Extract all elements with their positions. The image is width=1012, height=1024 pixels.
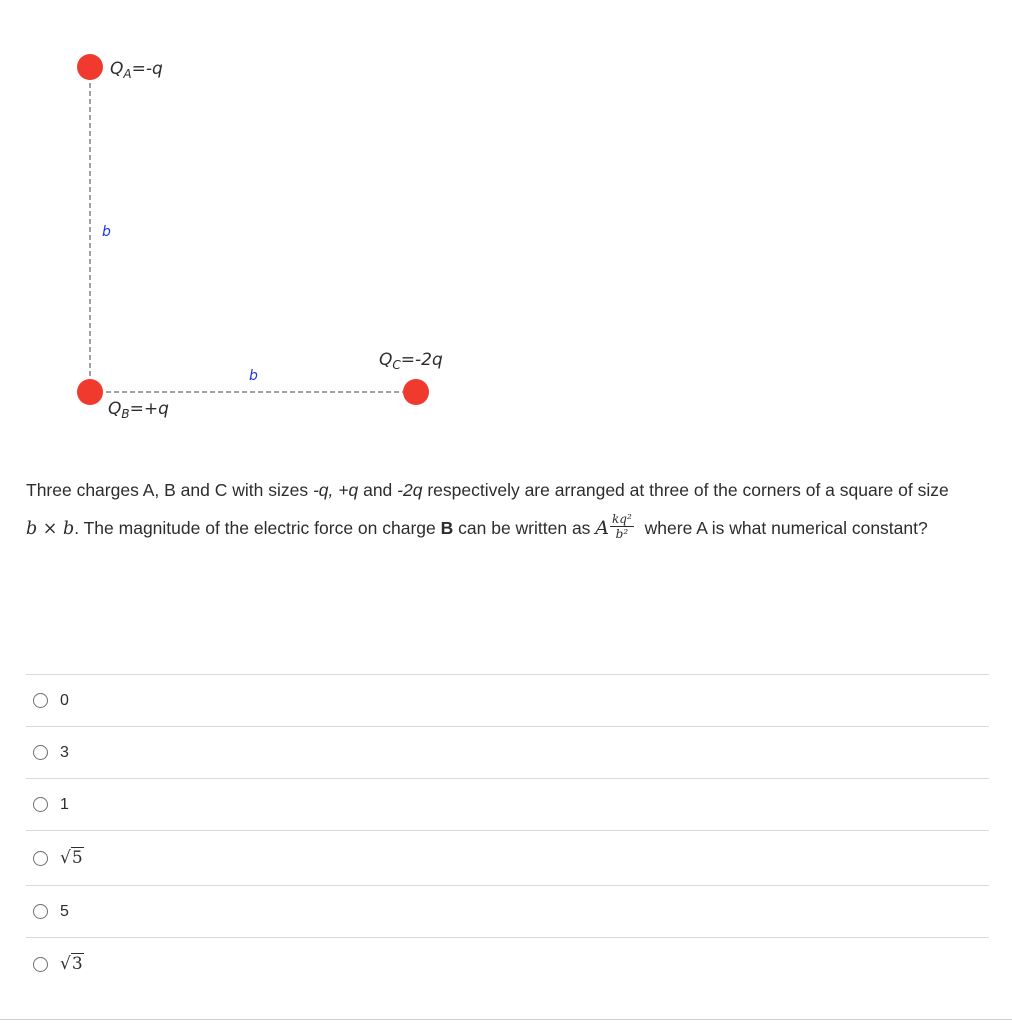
question-text: Three charges A, B and C with sizes -q, +q and -2q respectively are arranged at three of the corners of a square of size b × b. The magnitude of the electric force on charge B can be written as A $\frac{\text{kq²}}{\text{b²}}$ where A is what numerical constant? xyxy=(26,480,949,542)
option-1[interactable] xyxy=(26,779,989,831)
option-label: 0 xyxy=(60,691,69,709)
bottom-divider xyxy=(0,1019,1012,1020)
coefficient-a: A xyxy=(595,516,610,539)
charge-diagram xyxy=(0,0,1012,440)
answer-options xyxy=(26,674,989,990)
option-label: √5 xyxy=(60,848,83,868)
option-3[interactable] xyxy=(26,727,989,779)
charge-c-dot xyxy=(403,379,429,405)
charge-c-label: $Q_C=-2q$ xyxy=(379,350,443,372)
distance-label-horizontal: b xyxy=(249,368,258,384)
charge-b-dot xyxy=(77,379,103,405)
charge-a-label: $Q_A=-q$ xyxy=(110,59,163,81)
option-sqrt-5[interactable] xyxy=(26,831,989,886)
radio-button[interactable] xyxy=(33,851,48,866)
charge-b-bold: B xyxy=(440,517,454,538)
option-5[interactable] xyxy=(26,886,989,938)
option-label: 5 xyxy=(60,902,69,920)
radio-button[interactable] xyxy=(33,957,48,972)
option-label: 1 xyxy=(60,795,69,813)
charge-b-label: $Q_B=+q$ xyxy=(108,399,169,421)
option-label: 3 xyxy=(60,743,69,761)
radio-button[interactable] xyxy=(33,693,48,708)
radio-button[interactable] xyxy=(33,745,48,760)
charge-a-dot xyxy=(77,54,103,80)
radio-button[interactable] xyxy=(33,797,48,812)
distance-label-vertical: b xyxy=(102,224,111,240)
option-label: √3 xyxy=(60,954,83,974)
fraction: $\frac{\text{kq²}}{\text{b²}}$ xyxy=(612,512,632,542)
option-0[interactable] xyxy=(26,675,989,727)
radio-button[interactable] xyxy=(33,904,48,919)
option-sqrt-3[interactable] xyxy=(26,938,989,990)
